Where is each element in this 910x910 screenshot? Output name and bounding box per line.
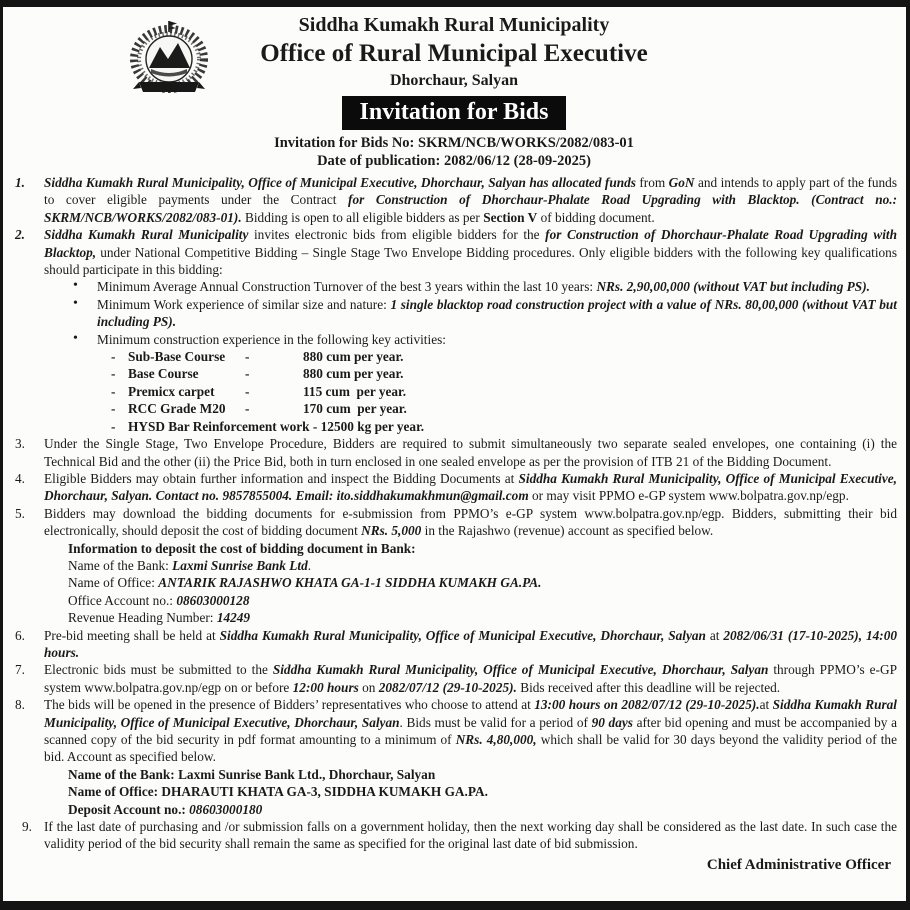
banner-row — [11, 96, 897, 130]
info-line — [11, 801, 897, 818]
text-segment: on — [358, 679, 379, 695]
text-segment: in the Rajashwo (revenue) account as specified below. — [421, 523, 714, 539]
text-segment: Minimum Work experience of similar size and nature: — [97, 296, 391, 312]
document-header — [11, 14, 897, 169]
text-segment: Minimum Average Annual Construction Turnover of the best 3 years within the last 10 years: — [97, 279, 597, 295]
text-segment: from — [635, 175, 669, 190]
dash-activity: HYSD Bar Reinforcement work - 12500 kg per year. — [128, 418, 425, 434]
text-segment: at — [705, 627, 724, 643]
info-line — [11, 783, 897, 800]
text-segment: Name of Office: DHARAUTI KHATA GA-3, SIDDHA KUMAKH GA.PA. — [68, 784, 488, 800]
dash-icon: - — [111, 383, 116, 399]
text-segment: invites electronic bids from eligible bidders for the — [248, 227, 546, 243]
bid-items — [11, 174, 897, 853]
item-text — [44, 661, 897, 696]
text-segment: Deposit Account no.: — [68, 801, 190, 817]
item-text — [44, 627, 897, 662]
text-segment: Laxmi Sunrise Bank Ltd — [172, 557, 308, 573]
info-line — [11, 609, 897, 626]
dash-activity: RCC Grade M20 — [128, 401, 226, 417]
dash-icon: - — [111, 349, 116, 365]
text-segment: ANTARIK RAJASHWO KHATA GA-1-1 SIDDHA KUMAKH GA.PA. — [158, 575, 542, 591]
text-segment: Name of the Bank: — [68, 557, 173, 573]
item-number: 4. — [15, 470, 25, 486]
bullet-text — [97, 296, 897, 331]
item-text — [44, 435, 897, 470]
text-segment: Information to deposit the cost of bidding document in Bank: — [68, 540, 416, 556]
text-segment: Bids received after this deadline will be rejected. — [516, 679, 781, 695]
dash-item — [11, 400, 897, 417]
item-number: 1. — [15, 175, 25, 190]
text-segment: GoN — [668, 175, 695, 190]
municipality-crest-icon — [121, 19, 217, 101]
item-text — [44, 470, 897, 505]
text-segment: Siddha Kumakh Rural Municipality, Office of Municipal Executive, Dhorchaur, Salyan. Contact no. 9857855004. Email: ito.siddhakumakhmun@gmail.com — [44, 470, 897, 504]
text-segment: 2082/06/31 (17-10-2025), 14:00 hours. — [44, 627, 897, 660]
office-title: Office of Rural Municipal Executive — [260, 40, 648, 67]
dash-separator: - — [245, 366, 250, 382]
dash-activity: Sub-Base Course — [128, 349, 226, 365]
dash-separator: - — [245, 401, 250, 417]
item-text — [44, 226, 897, 278]
text-segment: Eligible Bidders may obtain further information and inspect the Bidding Documents at — [44, 470, 519, 486]
text-segment: through PPMO’s e-GP system www.bolpatra.gov.np/egp on or before — [44, 662, 897, 695]
text-segment: for Construction of Dhorchaur-Phalate Road Upgrading with Blacktop. (Contract no.: SKRM/NCB/WORKS/2082/083-01). — [44, 192, 897, 225]
item-number: 2. — [15, 227, 25, 243]
text-segment: Name of Office: — [68, 575, 159, 591]
text-segment: which shall be valid for 30 days beyond the validity period of the bid. Account as specified below. — [44, 732, 897, 765]
invitation-banner: Invitation for Bids — [342, 96, 567, 130]
text-segment: Bidders may download the bidding documents for e-submission from PPMO’s e-GP system www.bolpatra.gov.np/egp. Bidders, submitting their bid electronically, should deposit the cost of bidding document — [44, 505, 897, 539]
bid-item — [11, 505, 897, 540]
dash-item — [11, 418, 897, 435]
bid-item — [11, 661, 897, 696]
bid-item — [11, 470, 897, 505]
text-segment: The bids will be opened in the presence of Bidders’ representatives who choose to attend at — [44, 697, 535, 713]
dash-separator: - — [245, 383, 250, 399]
text-segment: Bidding is open to all eligible bidders as per — [241, 209, 484, 225]
text-segment: 08603000128 — [176, 592, 250, 608]
text-segment: Siddha Kumakh Rural Municipality, Office of Municipal Executive, Dhorchaur, Salyan has allocated funds — [44, 175, 636, 190]
dash-item — [11, 348, 897, 365]
municipality-title: Siddha Kumakh Rural Municipality — [298, 14, 610, 36]
text-segment: Siddha Kumakh Rural Municipality, Office of Municipal Executive, Dhorchaur, Salyan — [219, 627, 706, 643]
text-segment: or may visit PPMO e-GP system www.bolpatra.gov.np/egp. — [528, 488, 849, 504]
text-segment: Revenue Heading Number: — [68, 610, 217, 626]
bid-item — [11, 226, 897, 278]
text-segment: . Bids must be valid for a period of — [399, 714, 592, 730]
dash-quantity: 880 cum per year. — [303, 349, 404, 365]
text-segment: Siddha Kumakh Rural Municipality, Office of Municipal Executive, Dhorchaur, Salyan — [272, 662, 769, 678]
text-segment: for Construction of Dhorchaur-Phalate Road Upgrading with Blacktop, — [44, 227, 898, 260]
bullet-item — [11, 296, 897, 331]
item-number: 8. — [15, 697, 25, 713]
dash-activity: Premicx carpet — [128, 383, 215, 399]
dash-quantity: 170 cum per year. — [303, 401, 407, 417]
text-segment: and intends to apply part of the funds to cover eligible payments under the Contract — [44, 175, 898, 208]
dash-icon: - — [111, 401, 116, 417]
item-text — [44, 174, 897, 226]
text-segment: 2082/07/12 (29-10-2025). — [378, 679, 517, 695]
text-segment: 1 single blacktop road construction project with a value of NRs. 80,00,000 (without VAT but including PS). — [97, 296, 897, 330]
bullet-item — [11, 331, 897, 348]
item-number: 7. — [15, 662, 25, 678]
bullet-item — [11, 278, 897, 295]
item-text — [44, 818, 897, 853]
dash-item — [11, 383, 897, 400]
text-segment: 14249 — [216, 610, 251, 626]
dash-quantity: 115 cum per year. — [303, 383, 407, 399]
dash-quantity: 880 cum per year. — [303, 366, 404, 382]
signature-line: Chief Administrative Officer — [706, 856, 891, 873]
text-segment: of bidding document. — [537, 209, 655, 225]
text-segment: 13:00 hours on 2082/07/12 (29-10-2025). — [534, 697, 760, 713]
bid-item — [11, 435, 897, 470]
item-number: 6. — [15, 627, 25, 643]
text-segment: Section V — [483, 209, 538, 225]
dash-activity: Base Course — [128, 366, 199, 382]
text-segment: under National Competitive Bidding – Single Stage Two Envelope Bidding procedures. Only eligible bidders with the following key qualifications should participate in this bidding: — [44, 244, 897, 278]
text-segment: Pre-bid meeting shall be held at — [44, 627, 220, 643]
location-line: Dhorchaur, Salyan — [389, 72, 519, 89]
text-segment: 90 days — [591, 714, 633, 730]
bid-number-line: Invitation for Bids No: SKRM/NCB/WORKS/2082/083-01 — [274, 135, 634, 151]
text-segment: NRs. 4,80,000, — [455, 732, 537, 747]
dash-icon: - — [111, 418, 116, 434]
bid-item — [11, 818, 897, 853]
text-segment: Electronic bids must be submitted to the — [44, 662, 273, 678]
item-number: 9. — [22, 819, 32, 835]
item-text — [44, 505, 897, 540]
text-segment: 12:00 hours — [292, 679, 359, 695]
text-segment: 08603000180 — [189, 801, 263, 817]
text-segment: . — [307, 557, 312, 573]
text-segment: Office Account no.: — [68, 592, 177, 608]
info-line — [11, 574, 897, 591]
bid-item — [11, 627, 897, 662]
info-line — [11, 766, 897, 783]
bullet-text — [97, 331, 897, 348]
info-line — [11, 557, 897, 574]
text-segment: Under the Single Stage, Two Envelope Procedure, Bidders are required to submit simultaneously two separate sealed envelopes, one containing (i) the Technical Bid and the other (ii) the Price Bid, both in turn enclosed in one sealed envelope as per the provision of ITB 21 of the Bidding Document. — [44, 436, 897, 469]
text-segment: NRs. 2,90,00,000 (without VAT but including PS). — [596, 279, 870, 295]
bullet-icon: • — [73, 330, 78, 346]
item-number: 5. — [15, 505, 25, 521]
info-line — [11, 592, 897, 609]
text-segment: Siddha Kumakh Rural Municipality — [44, 227, 249, 243]
text-segment: Siddha Kumakh Rural Municipality, Office of Municipal Executive, Dhorchaur, Salyan — [44, 697, 898, 730]
dash-icon: - — [111, 366, 116, 382]
text-segment: at — [759, 697, 773, 713]
bullet-text — [97, 278, 897, 295]
text-segment: If the last date of purchasing and /or submission falls on a government holiday, then the next working day shall be considered as the last date. In such case the validity period of the bid security shall remain the same as specified for the original last date of bid submission. — [44, 819, 897, 852]
text-segment: Name of the Bank: Laxmi Sunrise Bank Ltd., Dhorchaur, Salyan — [68, 766, 436, 782]
dash-separator: - — [245, 349, 250, 365]
bid-item — [11, 696, 897, 766]
publication-date-line: Date of publication: 2082/06/12 (28-09-2025) — [317, 153, 591, 169]
text-segment: NRs. 5,000 — [361, 523, 422, 539]
dash-item — [11, 365, 897, 382]
item-number: 3. — [15, 436, 25, 452]
bid-item — [11, 174, 897, 226]
text-segment: Minimum construction experience in the following key activities: — [97, 331, 446, 347]
text-segment: after bid opening and must be accompanied by a scanned copy of the bid security in pdf format amounting to a minimum of — [44, 714, 897, 747]
bullet-icon: • — [73, 278, 78, 294]
info-line — [11, 540, 897, 557]
item-text — [44, 696, 897, 766]
bullet-icon: • — [73, 295, 78, 311]
